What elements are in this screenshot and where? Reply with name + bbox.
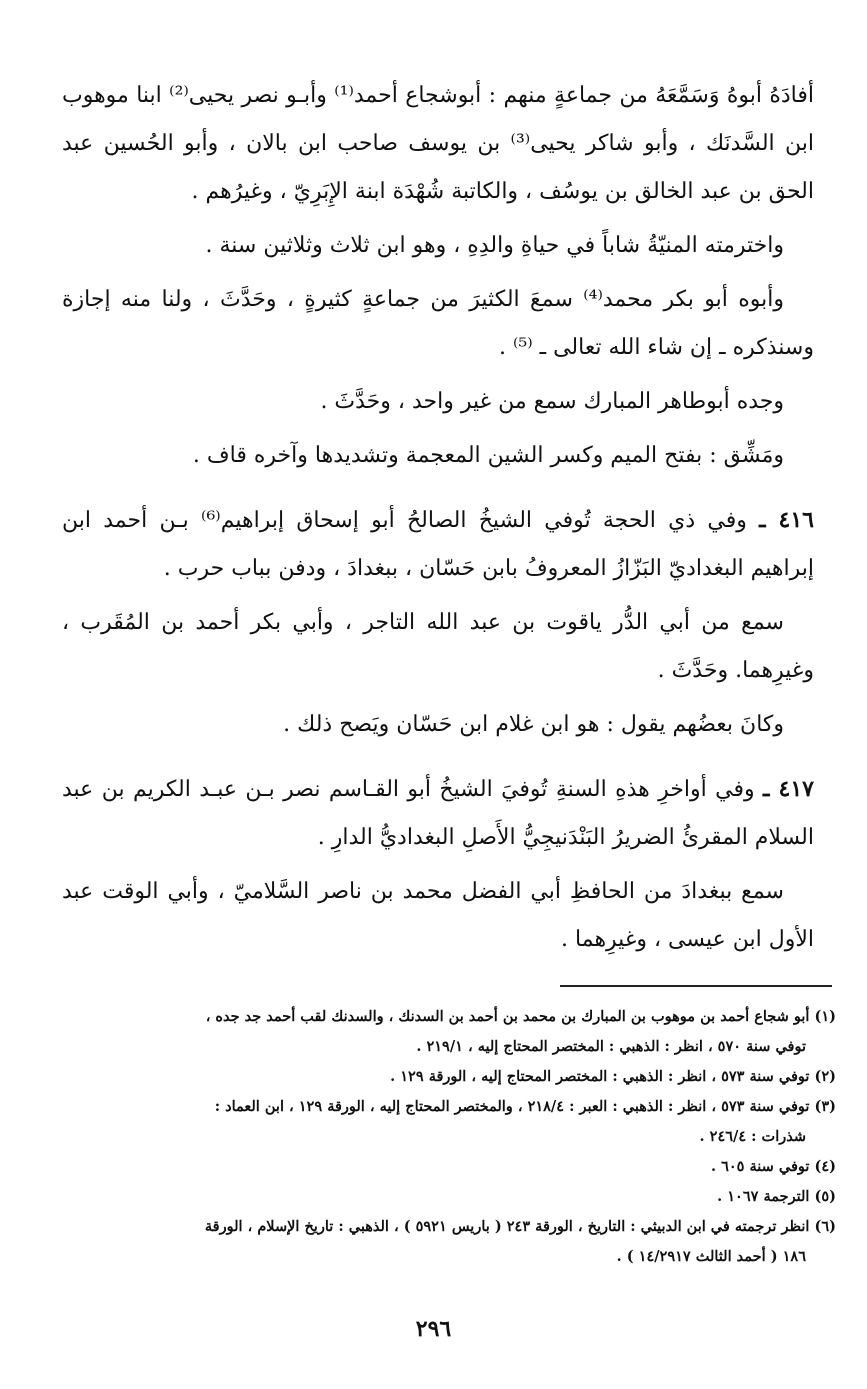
footnote-6-line-1: (٦) انظر ترجمته في ابن الدبيثي : التاريخ ، الورقة ٢٤٣ ( باريس ٥٩٢١ ) ، الذهبي : تاريخ الإسلام ، الورقة (204, 1218, 836, 1235)
paragraph-teachers: أفادَهُ أبوهُ وَسَمَّعَهُ من جماعةٍ منهم : أبوشجاع أحمد⁽¹⁾ وأبـو نصر يحيى⁽²⁾ ابنا موهوب ابن السَّدنَك ، وأبو شاكر يحيى⁽³⁾ بن يوسف صاحب ابن بالان ، وأبو الحُسين عبد الحق بن عبد الخالق بن يوسُف ، والكاتبة شُهْدَة ابنة الإِبَرِيّ ، وغيرُهم . (62, 83, 815, 204)
paragraph-mashiq-note: ومَشِّق : بفتح الميم وكسر الشين المعجمة وتشديدها وآخره قاف . (192, 443, 784, 468)
paragraph-grandfather: وجده أبوطاهر المبارك سمع من غير واحد ، وحَدَّثَ . (320, 389, 784, 414)
footnotes (58, 1002, 836, 1272)
footnote-2: (٢) توفي سنة ٥٧٣ ، انظر : الذهبي : المختصر المحتاج إليه ، الورقة ١٢٩ . (390, 1068, 836, 1085)
entry-417 (62, 765, 814, 862)
paragraph-heard-from: سمع من أبي الدُّر ياقوت بن عبد الله التاجر ، وأبي بكر أحمد بن المُقَرب ، وغيرِهما. وحَدَّثَ . (62, 610, 814, 683)
entry-416 (62, 496, 814, 593)
paragraph-father: وأبوه أبو بكر محمد⁽⁴⁾ سمعَ الكثيرَ من جماعةٍ كثيرةٍ ، وحَدَّثَ ، ولنا منه إجازة وسنذكره ـ إن شاء الله تعالى ـ ⁽⁵⁾ . (62, 287, 814, 360)
footnote-4: (٤) توفي سنة ٦٠٥ . (710, 1158, 836, 1175)
paragraph-some-said: وكانَ بعضُهم يقول : هو ابن غلام ابن حَسّان ويَصح ذلك . (283, 712, 784, 737)
footnote-1 (58, 1002, 836, 1062)
footnote-6 (58, 1212, 836, 1272)
footnote-3-line-1: (٣) توفي سنة ٥٧٣ ، انظر : الذهبي : العبر : ٢١٨/٤ ، والمختصر المحتاج إليه ، الورقة ١٢٩ ، ابن العماد : (214, 1098, 836, 1115)
footnote-3 (58, 1092, 836, 1152)
entry-number-417: ٤١٧ ـ (763, 776, 814, 802)
entry-416-text: وفي ذي الحجة تُوفي الشيخُ الصالحُ أبو إسحاق إبراهيم⁽⁶⁾ بـن أحمد ابن إبراهيم البغداديّ البَزّازُ المعروفُ بابن حَسّان ، ببغدادَ ، ودفن بباب حرب . (62, 508, 814, 581)
footnote-separator (560, 985, 832, 987)
footnote-1-line-1: (١) أبو شجاع أحمد بن موهوب بن المبارك بن محمد بن أحمد بن السدنك ، والسدنك لقب أحمد جد جده ، (205, 1008, 836, 1025)
page-number: ٢٩٦ (415, 1316, 452, 1342)
footnote-3-line-2: شذرات : ٢٤٦/٤ . (699, 1128, 806, 1145)
footnote-1-line-2: توفي سنة ٥٧٠ ، انظر : الذهبي : المختصر المحتاج إليه ، ٢١٩/١ . (416, 1038, 806, 1055)
footnote-5: (٥) الترجمة ١٠٦٧ . (717, 1188, 836, 1205)
paragraph-death-young: واخترمته المنيّةُ شاباً في حياةِ والدِهِ ، وهو ابن ثلاث وثلاثين سنة . (205, 233, 784, 258)
paragraph-baghdad-teachers: سمع ببغدادَ من الحافظِ أبي الفضل محمد بن ناصر السَّلاميّ ، وأبي الوقت عبد الأول ابن عيسى ، وغيرِهما . (62, 879, 814, 952)
entry-417-text: وفي أواخرِ هذهِ السنةِ تُوفيَ الشيخُ أبو القـاسم نصر بـن عبـد الكريم بن عبد السلام المقرئُ الضريرُ البَنْدَنيجِيُّ الأَصلِ البغداديُّ الدارِ . (62, 777, 814, 850)
main-text (62, 72, 814, 970)
entry-number-416: ٤١٦ ـ (759, 507, 814, 533)
footnote-6-line-2: ١٨٦ ( أحمد الثالث ١٤/٢٩١٧ ) . (616, 1248, 806, 1265)
